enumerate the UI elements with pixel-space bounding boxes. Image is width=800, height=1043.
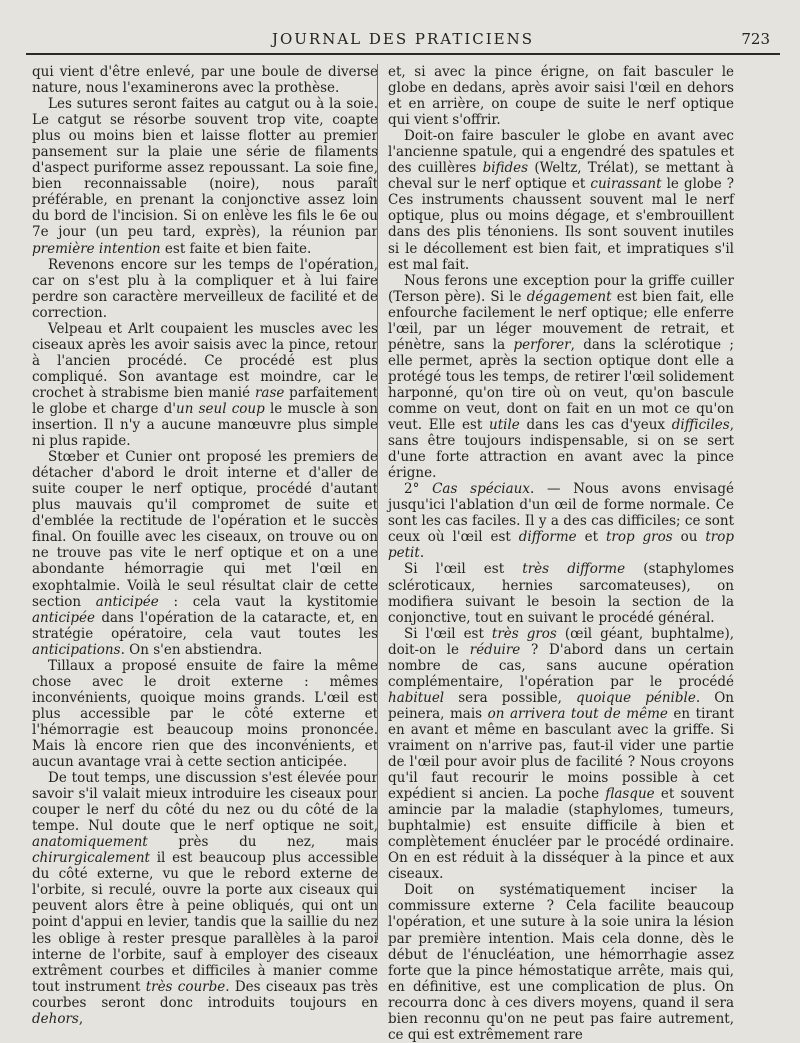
italic-text: difforme <box>518 529 577 546</box>
text-run: le muscle à son insertion. Il n'y a aucune manœuvre plus simple ni plus rapide. <box>32 400 378 450</box>
text-run: (Weltz, Trélat), se mettant à cheval sur le nerf optique et <box>388 160 734 193</box>
italic-text: première intention <box>32 240 161 257</box>
right-column <box>388 64 734 1043</box>
text-run: Stœber et Cunier ont proposé les premiers de détacher d'abord le droit interne et d'aller de suite couper le nerf optique, procédé d'autant plus mauvais qu'il compromet de suite et d'emblée la rectitude de l'opération et le succès final. On fouille avec les ciseaux, on trouve ou on ne trouve pas vite le nerf optique et on a une abondante hémorragie qui met l'œil en exophtalmie. Voilà le seul résultat clair de cette section <box>32 449 378 610</box>
italic-text: cuirassant <box>590 176 662 193</box>
text-run: Si l'œil est <box>404 625 492 642</box>
italic-text: trop gros <box>605 529 673 546</box>
paragraph <box>32 257 378 321</box>
text-run: . Des ciseaux pas très courbes seront donc introduits toujours en <box>32 978 379 1011</box>
italic-text: quoique pénible <box>576 689 696 706</box>
paragraph <box>388 626 734 883</box>
text-run: Tillaux a proposé ensuite de faire la même chose avec le droit externe : mêmes inconvénients, quoique moins grands. L'œil est plus accessible par le côté externe et l'hémorragie est beaucoup moins prononcée. Mais là encore rien que des inconvénients, et aucun avantage vrai à cette section anticipée. <box>32 657 378 771</box>
italic-text: anticipations <box>32 641 121 658</box>
text-run: Doit on systématiquement inciser la commissure externe ? Cela facilite beaucoup l'opération, et une suture à la soie unira la lésion par première intention. Mais cela donne, dès le début de l'énucléation, une hémorrhagie assez forte que la pince hémostatique arrête, mais qui, en définitive, est une complication de plus. On recourra donc à ces divers moyens, quand il sera bien reconnu qu'on ne peut pas faire autrement, ce qui est extrêmement rare <box>388 882 734 1043</box>
text-run: , dans la sclérotique ; elle permet, après la section optique dont elle a protégé tous les temps, de retirer l'œil solidement harponné, qu'on tire où on veut, qu'on bascule comme on veut, dont on fait en un mot ce qu'on veut. Elle est <box>388 336 734 434</box>
text-run: , sans être toujours indispensable, si on se sert d'une forte attraction en avant avec la pince érigne. <box>388 417 734 482</box>
text-run: , <box>78 1010 84 1027</box>
paragraph <box>32 658 378 770</box>
italic-text: très gros <box>491 625 557 642</box>
text-run: sera possible, <box>444 689 577 706</box>
italic-text: utile <box>489 417 520 434</box>
column-divider <box>377 64 378 940</box>
text-run: (œil géant, buphtalme), doit-on le <box>388 625 734 658</box>
italic-text: difficiles <box>671 417 730 434</box>
left-column <box>32 64 378 1027</box>
text-run: 2° <box>404 481 433 498</box>
running-title: JOURNAL DES PRATICIENS <box>271 30 535 48</box>
text-run: dans les cas d'yeux <box>519 417 672 434</box>
text-run: est bien fait, elle enfourche facilement le nerf optique; elle enferre l'œil, par un léger mouvement de retrait, et pénètre, sans la <box>388 288 734 353</box>
text-run: Doit-on faire basculer le globe en avant avec l'ancienne spatule, qui a engendré des spatules et des cuillères <box>388 128 734 177</box>
paragraph <box>388 64 734 128</box>
page-header <box>26 26 780 52</box>
italic-text: Cas spéciaux <box>432 481 530 498</box>
italic-text: très difforme <box>522 561 626 578</box>
paragraph <box>32 96 378 256</box>
text-run: Revenons encore sur les temps de l'opération, car on s'est plu à la compliquer et à lui faire perdre son caractère merveilleux de facilité et de correction. <box>32 256 378 321</box>
paragraph <box>32 449 378 658</box>
paragraph <box>388 273 734 482</box>
text-run: et <box>576 529 606 546</box>
text-run: est faite et bien faite. <box>160 240 312 257</box>
italic-text: anatomiquement <box>32 834 148 851</box>
paragraph <box>32 770 378 1027</box>
italic-text: on arrivera tout de même <box>487 705 668 722</box>
italic-text: très courbe <box>145 978 226 995</box>
italic-text: dehors <box>32 1010 79 1027</box>
page-number: 723 <box>741 30 770 48</box>
text-run: et souvent amincie par la maladie (staphylomes, tumeurs, buphtalmie) est ensuite difficile à bien et complètement énucléer par le procédé ordinaire. On en est réduit à la disséquer à la pince et aux ciseaux. <box>388 786 734 883</box>
italic-text: anticipée <box>95 593 159 610</box>
paragraph <box>388 128 734 272</box>
paragraph <box>32 321 378 449</box>
header-rule <box>26 53 780 55</box>
text-run: ou <box>672 529 706 546</box>
italic-text: habituel <box>388 689 445 706</box>
italic-text: trop petit <box>388 529 735 562</box>
italic-text: chirurgicalement <box>32 850 150 867</box>
italic-text: réduire <box>469 641 521 658</box>
text-run: (staphylomes scléroticaux, hernies sarcomateuses), on modifiera suivant le besoin la section de la conjonctive, tout en suivant le procédé général. <box>388 561 735 626</box>
text-run: . <box>419 545 425 562</box>
italic-text: rase <box>254 384 285 401</box>
text-run: : cela vaut la kystitomie <box>158 593 378 610</box>
paragraph <box>32 64 378 96</box>
text-run: De tout temps, une discussion s'est élevée pour savoir s'il valait mieux introduire les ciseaux pour couper le nerf du côté du nez ou du côté de la tempe. Nul doute que le nerf optique ne soit, <box>32 770 378 835</box>
italic-text: flasque <box>605 786 655 803</box>
italic-text: un seul coup <box>176 400 265 417</box>
text-run: parfaitement le globe et charge d' <box>32 384 378 417</box>
text-run: Nous ferons une exception pour la griffe cuiller (Terson père). Si le <box>388 272 734 305</box>
italic-text: anticipée <box>32 609 95 626</box>
text-run: dans l'opération de la cataracte, et, en stratégie opératoire, cela vaut toutes les <box>32 609 378 642</box>
text-run: il est beaucoup plus accessible du côté externe, vu que le rebord externe de l'orbite, si reculé, ouvre la porte aux ciseaux qui peuvent alors être à peine obliqués, qui ont un point d'appui en levier, tandis que la saillie du nez les oblige à rester presque parallèles à la paroi interne de l'orbite, sauf à employer des ciseaux extrêment courbes et difficiles à manier comme tout instrument <box>32 850 378 995</box>
text-run: . On s'en abstiendra. <box>120 641 263 658</box>
text-run: . On peinera, mais <box>388 689 734 722</box>
text-run: près du nez, mais <box>147 834 378 851</box>
italic-text: dégagement <box>526 288 612 305</box>
text-run: Si l'œil est <box>404 561 523 578</box>
paragraph <box>388 882 734 1042</box>
text-run: Les sutures seront faites au catgut ou à la soie. Le catgut se résorbe souvent trop vite, coapte plus ou moins bien et laisse flotter au premier pansement sur la plaie une série de filaments d'aspect puriforme assez repoussant. La soie fine, bien reconnaissable (noire), nous paraît préférable, en prenant la conjonctive assez loin du bord de l'incision. Si on enlève les fils le 6e ou 7e jour (un peu tard, exprès), la réunion par <box>32 96 378 241</box>
text-run: qui vient d'être enlevé, par une boule de diverse nature, nous l'examinerons avec la prothèse. <box>32 64 378 97</box>
text-run: Velpeau et Arlt coupaient les muscles avec les ciseaux après les avoir saisis avec la pince, retour à l'ancien procédé. Ce procédé est plus compliqué. Son avantage est moindre, car le crochet à strabisme bien manié <box>32 320 378 401</box>
text-run: . — Nous avons envisagé jusqu'ici l'ablation d'un œil de forme normale. Ce sont les cas faciles. Il y a des cas difficiles; ce sont ceux où l'œil est <box>388 481 734 546</box>
text-run: en tirant en avant et même en basculant avec la griffe. Si vraiment on n'arrive pas, faut-il vider une partie de l'œil pour avoir plus de facilité ? Nous croyons qu'il faut recourir le moins possible à cet expédient si ancien. La poche <box>388 705 735 803</box>
text-run: et, si avec la pince érigne, on fait basculer le globe en dedans, après avoir saisi l'œil en dehors et en arrière, on coupe de suite le nerf optique qui vient s'offrir. <box>388 64 734 129</box>
text-run: ? D'abord dans un certain nombre de cas, sans aucune opération complémentaire, l'opération par le procédé <box>388 641 734 690</box>
text-run: le globe ? Ces instruments chaussent souvent mal le nerf optique, plus ou moins dégage, et s'embrouillent dans des plis ténoniens. Ils sont souvent inutiles si le décollement est bien fait, et impratiques s'il est mal fait. <box>388 176 734 273</box>
paragraph <box>388 561 734 625</box>
italic-text: bifides <box>482 160 529 177</box>
italic-text: perforer <box>513 336 571 353</box>
paragraph <box>388 481 734 561</box>
